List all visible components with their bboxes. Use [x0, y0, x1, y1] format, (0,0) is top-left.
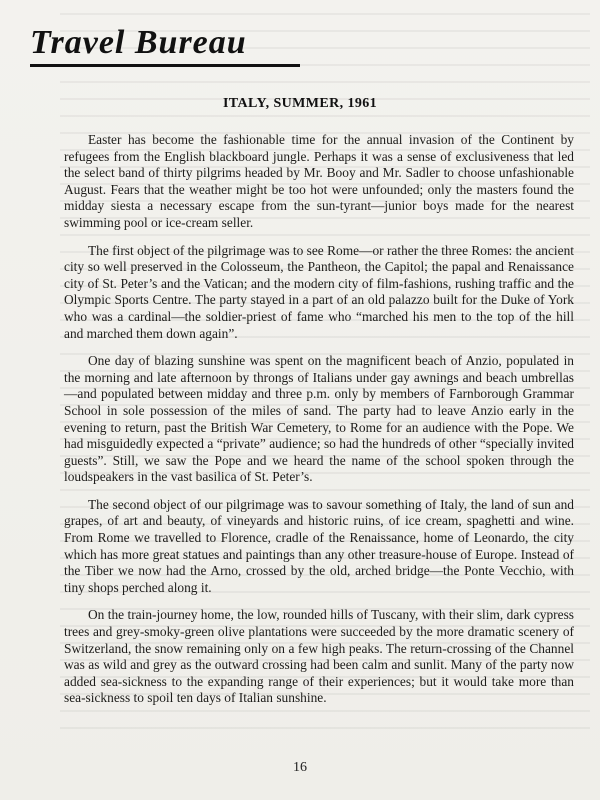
title-underline	[30, 64, 300, 67]
page-number: 16	[293, 760, 307, 775]
section-header	[30, 24, 310, 67]
paragraph: On the train-journey home, the low, rounded hills of Tuscany, with their slim, dark cypress trees and grey-smoky-green olive plantations were succeeded by the more dramatic scenery of Switzerland, the snow remaining only on a few high peaks. The return-crossing of the Channel was as wild and grey as the outward crossing had been calm and sunlit. Many of the party now added sea-sickness to the expanding range of their experiences; but it would take more than sea-sickness to spoil ten days of Italian sunshine.	[64, 607, 574, 706]
paragraph: The first object of the pilgrimage was to see Rome—or rather the three Romes: the ancient city so well preserved in the Colosseum, the Pantheon, the Capitol; the papal and Renaissance city of St. Peter’s and the Vatican; and the modern city of film-fashions, rushing traffic and the Olympic Sports Centre. The party stayed in a part of an old palazzo built for the Duke of York who was a cardinal—the soldier-priest of fame who “marched his men to the top of the hill and marched them down again”.	[64, 242, 574, 341]
paragraph: The second object of our pilgrimage was to savour something of Italy, the land of sun and grapes, of art and beauty, of vineyards and historic ruins, of ice cream, spaghetti and wine. From Rome we travelled to Florence, cradle of the Renaissance, home of Leonardo, the city which has more great statues and paintings than any other treasure-house of Europe. Instead of the Tiber we now had the Arno, crossed by the old, arched bridge—the Ponte Vecchio, with tiny shops perched along it.	[64, 496, 574, 595]
paragraph: One day of blazing sunshine was spent on the magnificent beach of Anzio, populated in the morning and late afternoon by throngs of Italians under gay awnings and beach umbrellas—and populated between midday and three p.m. only by members of Farnborough Grammar School in sole possession of the miles of sand. The party had to leave Anzio early in the evening to return, past the British War Cemetery, to Rome for an audience with the Pope. We had misguidedly expected a “private” audience; so had the hundreds of other “specially invited guests”. Still, we saw the Pope and we heard the name of the school spoken through the loudspeakers in the vast basilica of St. Peter’s.	[64, 353, 574, 485]
article-heading: ITALY, SUMMER, 1961	[222, 96, 378, 111]
paragraph: Easter has become the fashionable time for the annual invasion of the Continent by refugees from the English blackboard jungle. Perhaps it was a sense of exclusiveness that led the select band of thirty pilgrims headed by Mr. Booy and Mr. Sadler to choose unfashionable August. Fears that the weather might be too hot were unfounded; only the masters found the midday siesta a necessary escape from the sun-tyrant—junior boys made for the nearest swimming pool or ice-cream seller.	[64, 132, 574, 230]
article-body	[64, 132, 574, 718]
section-title: Travel Bureau	[30, 24, 247, 61]
